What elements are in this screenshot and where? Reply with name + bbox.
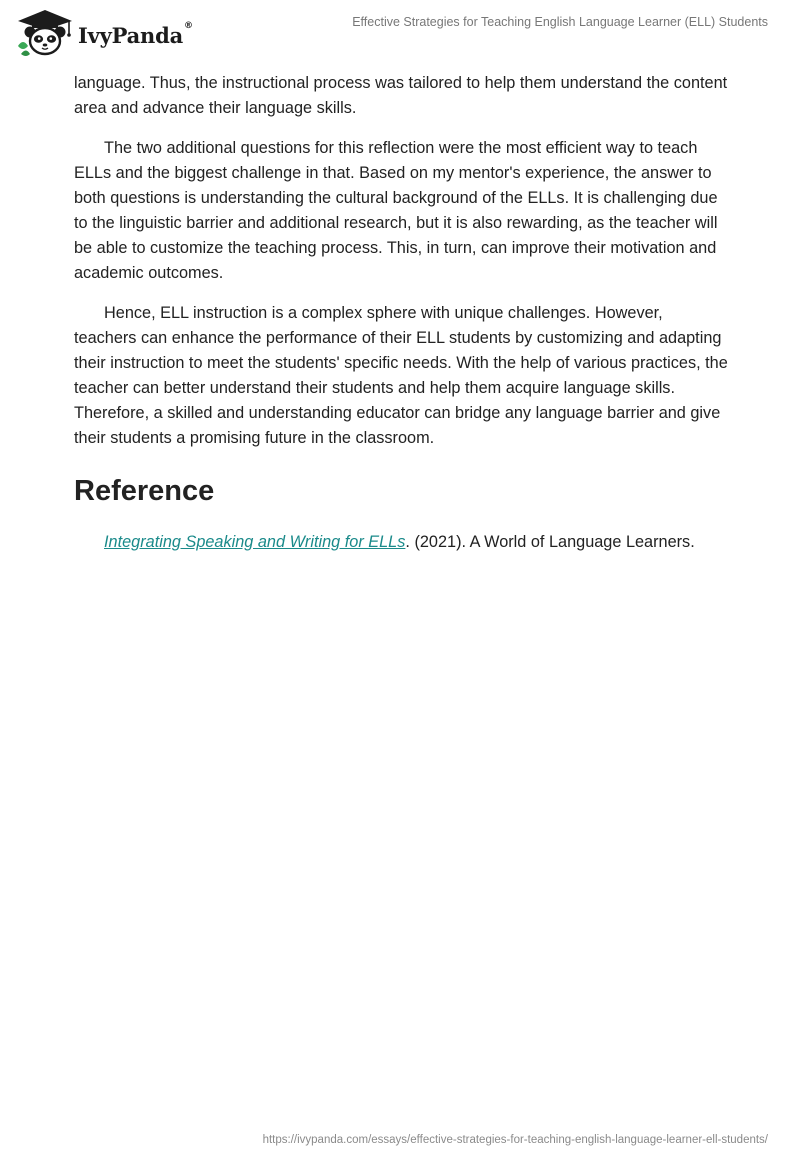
panda-graduate-icon <box>14 8 76 58</box>
page-header <box>0 0 800 64</box>
logo-wordmark <box>78 20 193 48</box>
reference-heading: Reference <box>74 475 215 507</box>
essay-content <box>74 71 728 555</box>
registered-mark: ® <box>184 20 193 31</box>
reference-citation-text: . (2021). A World of Language Learners. <box>405 533 695 551</box>
reference-link[interactable]: Integrating Speaking and Writing for ELLs <box>104 533 406 551</box>
paragraph: Hence, ELL instruction is a complex sphere with unique challenges. However, teachers can enhance the performance of their ELL students by customizing and adapting their instruction to meet the students' specific needs. With the help of various practices, the teacher can better understand their students and help them acquire language skills. Therefore, a skilled and understanding educator can bridge any language barrier and give their students a promising future in the classroom. <box>74 304 728 447</box>
reference-entry <box>74 530 728 555</box>
footer-url[interactable]: https://ivypanda.com/essays/effective-strategies-for-teaching-english-language-learner-ell-students/ <box>262 1134 768 1146</box>
ivypanda-logo[interactable] <box>14 8 193 58</box>
document-title: Effective Strategies for Teaching English Language Learner (ELL) Students <box>352 15 768 29</box>
paragraph-continued: language. Thus, the instructional process was tailored to help them understand the content area and advance their language skills. <box>74 74 728 117</box>
logo-name: IvyPanda <box>78 22 184 48</box>
paragraph: The two additional questions for this reflection were the most efficient way to teach ELLs and the biggest challenge in that. Based on my mentor's experience, the answer to both questions is understanding the cultural background of the ELLs. It is challenging due to the linguistic barrier and additional research, but it is also rewarding, as the teacher will be able to customize the teaching process. This, in turn, can improve their motivation and academic outcomes. <box>74 139 718 282</box>
